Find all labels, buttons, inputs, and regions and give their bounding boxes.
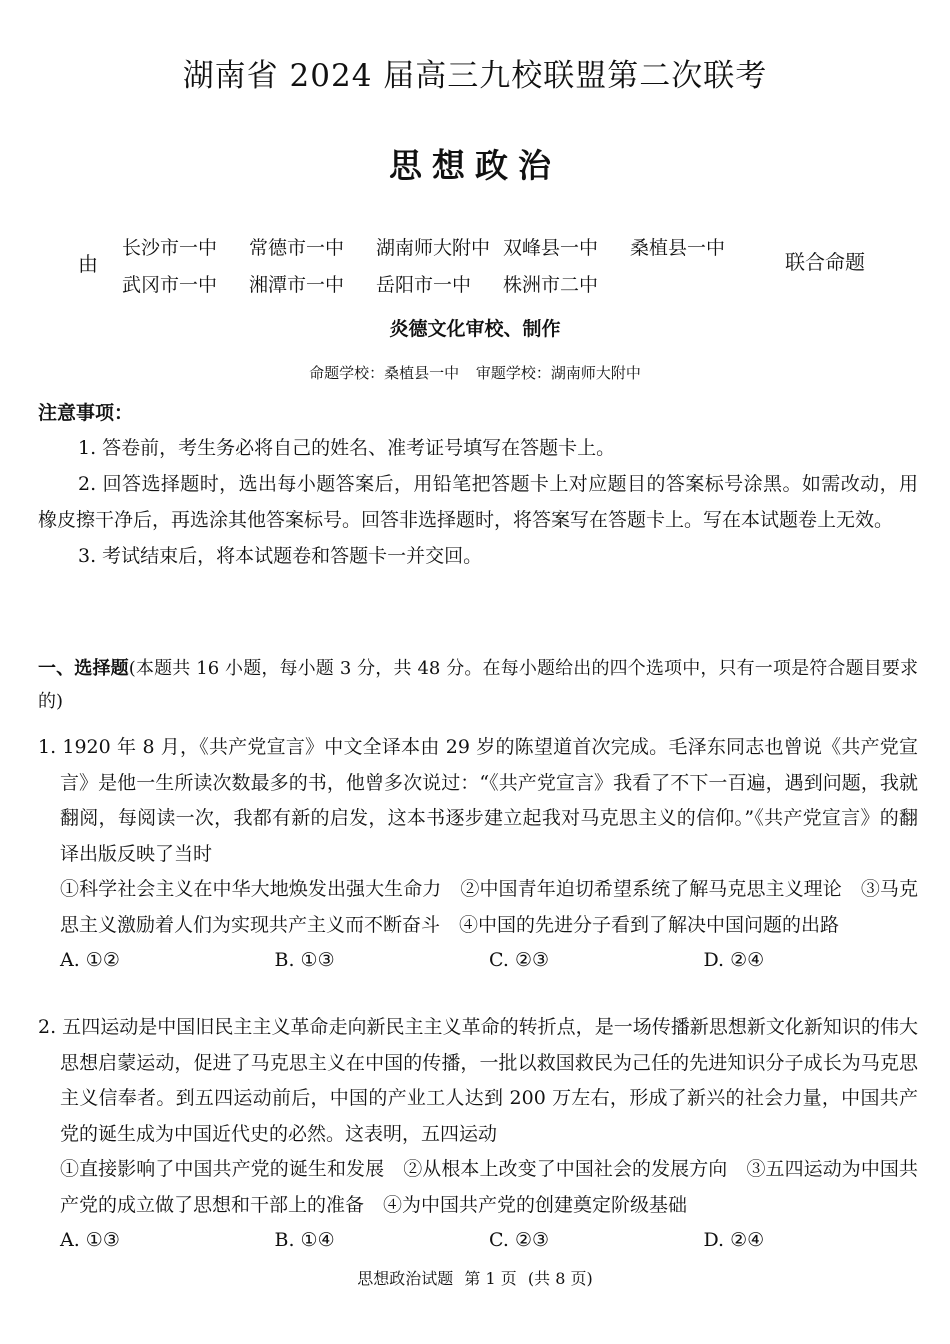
school-name: 岳阳市一中: [376, 274, 472, 296]
option-b: B. ①④: [274, 1229, 335, 1251]
note-item: 1. 答卷前，考生务必将自己的姓名、准考证号填写在答题卡上。: [78, 437, 616, 459]
school-name: 湖南师大附中: [376, 237, 491, 259]
footer-page: 第 1 页: [464, 1269, 517, 1288]
option-c: C. ②③: [489, 949, 550, 971]
option-c: C. ②③: [489, 1229, 550, 1251]
review-credit: 炎德文化审校、制作: [389, 318, 561, 340]
by-label: 由: [78, 252, 98, 276]
school-name: 桑植县一中: [630, 237, 726, 259]
section-label: 一、选择题: [38, 658, 129, 679]
school-list: [122, 228, 757, 302]
proposal-line: [0, 362, 950, 383]
school-name: 株洲市二中: [503, 274, 599, 296]
school-row-2: [122, 265, 757, 302]
note-item: 3. 考试结束后，将本试题卷和答题卡一并交回。: [78, 545, 483, 567]
question-2: [38, 1010, 918, 1259]
option-a: A. ①②: [60, 949, 120, 971]
exam-title: 湖南省 2024 届高三九校联盟第二次联考: [182, 58, 768, 94]
school-name: 武冈市一中: [122, 274, 218, 296]
notes-title: 注意事项：: [38, 402, 134, 424]
answer-options: [38, 943, 918, 979]
option-a: A. ①③: [60, 1229, 120, 1251]
question-stem: 2. 五四运动是中国旧民主主义革命走向新民主主义革命的转折点，是一场传播新思想新文化新知识的伟大思想启蒙运动，促进了马克思主义在中国的传播，一批以救国救民为己任的先进知识分子成长为马克思主义信奉者。到五四运动前后，中国的产业工人达到 200 万左右，形成了新兴的社会力量，中国共产党的诞生成为中国近代史的必然。这表明，五四运动: [38, 1016, 918, 1145]
subject-title: 思想政治: [389, 146, 561, 185]
footer-total: (共 8 页): [527, 1269, 593, 1288]
answer-options: [38, 1223, 918, 1259]
option-b: B. ①③: [274, 949, 335, 971]
question-statements: ①科学社会主义在中华大地焕发出强大生命力 ②中国青年迫切希望系统了解马克思主义理论 ③马克思主义激励着人们为实现共产主义而不断奋斗 ④中国的先进分子看到了解决中国问题的出路: [60, 878, 918, 936]
page-footer: [0, 1266, 950, 1289]
joint-label: 联合命题: [785, 250, 865, 274]
option-d: D. ②④: [703, 1229, 765, 1251]
footer-label: 思想政治试题: [357, 1269, 454, 1288]
proposal-school: 命题学校：桑植县一中: [309, 364, 460, 382]
section-description: (本题共 16 小题，每小题 3 分，共 48 分。在每小题给出的四个选项中，只有一项是符合题目要求的): [38, 658, 919, 712]
school-name: 双峰县一中: [503, 237, 599, 259]
school-row-1: [122, 228, 757, 265]
school-name: 湘潭市一中: [249, 274, 345, 296]
school-name: 常德市一中: [249, 237, 345, 259]
question-statements: ①直接影响了中国共产党的诞生和发展 ②从根本上改变了中国社会的发展方向 ③五四运动为中国共产党的成立做了思想和干部上的准备 ④为中国共产党的创建奠定阶级基础: [60, 1158, 918, 1216]
question-stem: 1. 1920 年 8 月，《共产党宣言》中文全译本由 29 岁的陈望道首次完成。毛泽东同志也曾说《共产党宣言》是他一生所读次数最多的书，他曾多次说过：“《共产党宣言》我看了不下一百遍，遇到问题，我就翻阅，每阅读一次，我都有新的启发，这本书逐步建立起我对马克思主义的信仰。”《共产党宣言》的翻译出版反映了当时: [38, 736, 918, 865]
question-1: [38, 730, 918, 979]
section-heading: [38, 652, 918, 718]
note-item: 2. 回答选择题时，选出每小题答案后，用铅笔把答题卡上对应题目的答案标号涂黑。如需改动，用橡皮擦干净后，再选涂其他答案标号。回答非选择题时，将答案写在答题卡上。写在本试题卷上无效。: [38, 473, 918, 531]
option-d: D. ②④: [703, 949, 765, 971]
review-school: 审题学校：湖南师大附中: [475, 364, 641, 382]
notes-list: [38, 430, 918, 574]
school-name: 长沙市一中: [122, 237, 218, 259]
